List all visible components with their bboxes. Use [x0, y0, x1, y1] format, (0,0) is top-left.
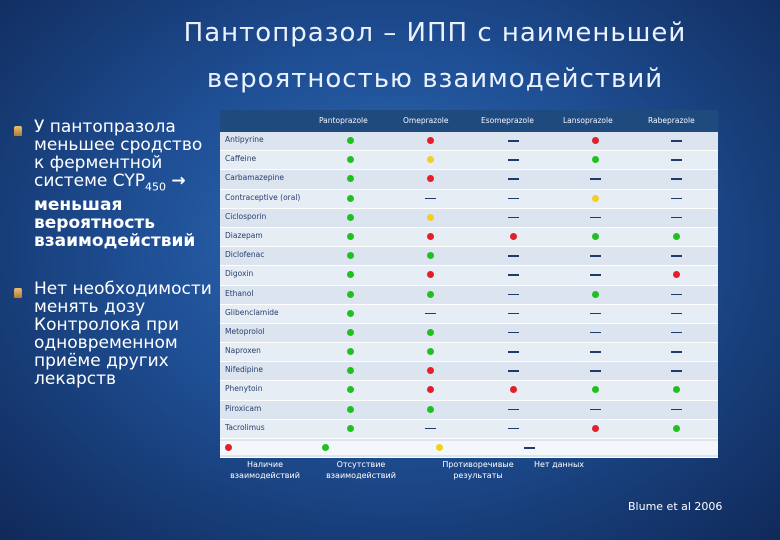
yellow-dot-icon: [592, 195, 599, 202]
cell-omeprazole: [425, 305, 435, 323]
red-dot-icon: [592, 137, 599, 144]
cell-omeprazole: [425, 420, 435, 438]
drug-name: Diazepam: [225, 230, 263, 240]
no-data-dash-icon: [671, 255, 682, 257]
cell-esomeprazole: [508, 401, 518, 419]
no-data-dash-icon: [425, 313, 436, 315]
bullet-2: [14, 280, 214, 388]
no-data-dash-icon: [508, 313, 519, 315]
no-data-dash-icon: [590, 255, 601, 257]
cell-rabeprazole: [671, 420, 681, 438]
no-data-dash-icon: [590, 178, 601, 180]
slide-title: Пантопразол – ИПП с наименьшей вероятностью взаимодействий: [183, 18, 687, 94]
no-data-dash-icon: [671, 370, 682, 372]
cell-omeprazole: [425, 209, 435, 227]
green-dot-icon: [673, 233, 680, 240]
cell-omeprazole: [425, 266, 435, 284]
legend-label-contradictory: Противоречивые результаты: [442, 460, 514, 480]
cell-lansoprazole: [590, 190, 600, 208]
table-row: [220, 401, 718, 420]
cell-esomeprazole: [508, 381, 518, 399]
cell-rabeprazole: [671, 324, 681, 342]
green-dot-icon: [673, 386, 680, 393]
green-dot-icon: [347, 233, 354, 240]
cell-rabeprazole: [671, 132, 681, 150]
cell-omeprazole: [425, 190, 435, 208]
cell-lansoprazole: [590, 305, 600, 323]
bullet-1-text: [34, 118, 214, 250]
cell-omeprazole: [425, 362, 435, 380]
cell-esomeprazole: [508, 286, 518, 304]
cell-esomeprazole: [508, 266, 518, 284]
cell-omeprazole: [425, 324, 435, 342]
drug-name: Tacrolimus: [225, 422, 265, 432]
no-data-dash-icon: [508, 255, 519, 257]
green-dot-icon: [347, 367, 354, 374]
drug-name: Phenytoin: [225, 384, 263, 394]
drug-name: Glibenclamide: [225, 307, 279, 317]
legend-label-interaction: Наличие взаимодействий: [230, 460, 300, 480]
table-row: [220, 324, 718, 343]
citation: Blume et al 2006: [628, 500, 723, 513]
no-data-dash-icon: [508, 409, 519, 411]
no-data-dash-icon: [508, 159, 519, 161]
cell-esomeprazole: [508, 228, 518, 246]
cell-rabeprazole: [671, 228, 681, 246]
green-dot-icon: [347, 156, 354, 163]
cell-omeprazole: [425, 286, 435, 304]
cell-rabeprazole: [671, 381, 681, 399]
green-dot-icon: [427, 348, 434, 355]
drug-name: Diclofenac: [225, 250, 265, 260]
cell-lansoprazole: [590, 209, 600, 227]
cell-rabeprazole: [671, 247, 681, 265]
cell-esomeprazole: [508, 420, 518, 438]
col-header-lansoprazole: Lansoprazole: [563, 116, 613, 125]
cell-esomeprazole: [508, 170, 518, 188]
green-dot-icon: [592, 233, 599, 240]
green-dot-icon: [347, 195, 354, 202]
bullet-1-subscript: 450: [145, 180, 166, 194]
cell-lansoprazole: [590, 170, 600, 188]
cell-omeprazole: [425, 343, 435, 361]
no-data-dash-icon: [425, 198, 436, 200]
legend-red-dot-icon: [225, 444, 232, 451]
green-dot-icon: [347, 406, 354, 413]
green-dot-icon: [592, 291, 599, 298]
green-dot-icon: [592, 386, 599, 393]
green-dot-icon: [347, 329, 354, 336]
cell-pantoprazole: [345, 151, 355, 169]
table-row: [220, 343, 718, 362]
no-data-dash-icon: [590, 332, 601, 334]
drug-name: Contraceptive (oral): [225, 192, 301, 202]
drug-name: Piroxicam: [225, 403, 262, 413]
cell-lansoprazole: [590, 401, 600, 419]
drug-name: Ethanol: [225, 288, 254, 298]
bullet-marker-icon: [14, 126, 22, 136]
drug-name: Ciclosporin: [225, 211, 267, 221]
cell-pantoprazole: [345, 324, 355, 342]
red-dot-icon: [510, 386, 517, 393]
cell-lansoprazole: [590, 343, 600, 361]
cell-lansoprazole: [590, 151, 600, 169]
bullet-1: [14, 118, 214, 250]
table-row: [220, 209, 718, 228]
cell-rabeprazole: [671, 305, 681, 323]
legend-yellow-dot-icon: [436, 444, 443, 451]
cell-rabeprazole: [671, 209, 681, 227]
table-row: [220, 381, 718, 400]
green-dot-icon: [347, 214, 354, 221]
no-data-dash-icon: [671, 159, 682, 161]
cell-rabeprazole: [671, 266, 681, 284]
cell-pantoprazole: [345, 190, 355, 208]
green-dot-icon: [347, 271, 354, 278]
red-dot-icon: [427, 137, 434, 144]
cell-omeprazole: [425, 401, 435, 419]
no-data-dash-icon: [425, 428, 436, 430]
cell-pantoprazole: [345, 247, 355, 265]
table-row: [220, 247, 718, 266]
no-data-dash-icon: [508, 140, 519, 142]
cell-omeprazole: [425, 381, 435, 399]
no-data-dash-icon: [671, 409, 682, 411]
red-dot-icon: [427, 233, 434, 240]
table-row: [220, 420, 718, 439]
no-data-dash-icon: [671, 332, 682, 334]
table-row: [220, 362, 718, 381]
col-header-esomeprazole: Esomeprazole: [481, 116, 534, 125]
green-dot-icon: [347, 386, 354, 393]
cell-omeprazole: [425, 170, 435, 188]
cell-rabeprazole: [671, 190, 681, 208]
cell-esomeprazole: [508, 324, 518, 342]
cell-lansoprazole: [590, 420, 600, 438]
table-row: [220, 266, 718, 285]
cell-pantoprazole: [345, 266, 355, 284]
cell-omeprazole: [425, 132, 435, 150]
green-dot-icon: [427, 329, 434, 336]
table-row: [220, 228, 718, 247]
no-data-dash-icon: [671, 294, 682, 296]
cell-pantoprazole: [345, 401, 355, 419]
cell-pantoprazole: [345, 305, 355, 323]
cell-esomeprazole: [508, 209, 518, 227]
green-dot-icon: [673, 425, 680, 432]
no-data-dash-icon: [508, 428, 519, 430]
cell-lansoprazole: [590, 381, 600, 399]
cell-rabeprazole: [671, 362, 681, 380]
green-dot-icon: [347, 175, 354, 182]
red-dot-icon: [427, 386, 434, 393]
drug-name: Metoprolol: [225, 326, 265, 336]
cell-esomeprazole: [508, 305, 518, 323]
cell-omeprazole: [425, 247, 435, 265]
bullet-list: [14, 118, 214, 418]
no-data-dash-icon: [671, 217, 682, 219]
cell-esomeprazole: [508, 247, 518, 265]
cell-pantoprazole: [345, 170, 355, 188]
cell-lansoprazole: [590, 286, 600, 304]
green-dot-icon: [347, 137, 354, 144]
cell-esomeprazole: [508, 343, 518, 361]
legend-label-no-interaction: Отсутствие взаимодействий: [326, 460, 396, 480]
table-row: [220, 151, 718, 170]
cell-rabeprazole: [671, 151, 681, 169]
table-row: [220, 132, 718, 151]
green-dot-icon: [347, 425, 354, 432]
cell-esomeprazole: [508, 190, 518, 208]
interaction-table: [220, 110, 718, 455]
no-data-dash-icon: [671, 178, 682, 180]
no-data-dash-icon: [508, 274, 519, 276]
cell-rabeprazole: [671, 170, 681, 188]
table-body: [220, 132, 718, 458]
drug-name: Digoxin: [225, 269, 254, 279]
drug-name: Caffeine: [225, 154, 257, 164]
cell-lansoprazole: [590, 228, 600, 246]
no-data-dash-icon: [590, 217, 601, 219]
legend-symbols: [220, 441, 718, 455]
green-dot-icon: [347, 252, 354, 259]
drug-name: Antipyrine: [225, 135, 264, 144]
cell-pantoprazole: [345, 132, 355, 150]
red-dot-icon: [673, 271, 680, 278]
cell-rabeprazole: [671, 343, 681, 361]
no-data-dash-icon: [508, 351, 519, 353]
legend-green-dot-icon: [322, 444, 329, 451]
green-dot-icon: [592, 156, 599, 163]
cell-lansoprazole: [590, 132, 600, 150]
table-row: [220, 286, 718, 305]
green-dot-icon: [347, 291, 354, 298]
cell-omeprazole: [425, 151, 435, 169]
cell-pantoprazole: [345, 420, 355, 438]
green-dot-icon: [347, 348, 354, 355]
no-data-dash-icon: [671, 351, 682, 353]
table-row: [220, 170, 718, 189]
drug-name: Nifedipine: [225, 365, 264, 375]
cell-esomeprazole: [508, 132, 518, 150]
col-header-omeprazole: Omeprazole: [403, 116, 449, 125]
red-dot-icon: [427, 271, 434, 278]
cell-pantoprazole: [345, 286, 355, 304]
no-data-dash-icon: [671, 198, 682, 200]
no-data-dash-icon: [590, 370, 601, 372]
cell-lansoprazole: [590, 362, 600, 380]
table-row: [220, 190, 718, 209]
bullet-marker-icon: [14, 288, 22, 298]
col-header-pantoprazole: Pantoprazole: [319, 116, 368, 125]
no-data-dash-icon: [590, 409, 601, 411]
red-dot-icon: [592, 425, 599, 432]
green-dot-icon: [347, 310, 354, 317]
cell-rabeprazole: [671, 286, 681, 304]
no-data-dash-icon: [508, 294, 519, 296]
yellow-dot-icon: [427, 214, 434, 221]
green-dot-icon: [427, 291, 434, 298]
cell-pantoprazole: [345, 343, 355, 361]
no-data-dash-icon: [508, 178, 519, 180]
no-data-dash-icon: [590, 274, 601, 276]
cell-esomeprazole: [508, 151, 518, 169]
legend-label-no-data: Нет данных: [533, 460, 585, 469]
cell-lansoprazole: [590, 247, 600, 265]
cell-rabeprazole: [671, 401, 681, 419]
table-header: [220, 110, 718, 132]
cell-pantoprazole: [345, 362, 355, 380]
cell-pantoprazole: [345, 228, 355, 246]
table-row: [220, 305, 718, 324]
cell-lansoprazole: [590, 266, 600, 284]
no-data-dash-icon: [590, 351, 601, 353]
bullet-1-normal: У пантопразола меньшее сродство к ферментной системе CYP: [34, 117, 203, 191]
bullet-1-bold: → меньшая вероятность взаимодействий: [34, 171, 196, 252]
no-data-dash-icon: [508, 198, 519, 200]
no-data-dash-icon: [590, 313, 601, 315]
no-data-dash-icon: [508, 217, 519, 219]
cell-omeprazole: [425, 228, 435, 246]
cell-pantoprazole: [345, 381, 355, 399]
no-data-dash-icon: [508, 370, 519, 372]
red-dot-icon: [427, 175, 434, 182]
cell-lansoprazole: [590, 324, 600, 342]
red-dot-icon: [427, 367, 434, 374]
drug-name: Naproxen: [225, 346, 261, 356]
no-data-dash-icon: [671, 313, 682, 315]
yellow-dot-icon: [427, 156, 434, 163]
legend-dash-icon: [524, 447, 535, 449]
green-dot-icon: [427, 406, 434, 413]
cell-esomeprazole: [508, 362, 518, 380]
cell-pantoprazole: [345, 209, 355, 227]
green-dot-icon: [427, 252, 434, 259]
col-header-rabeprazole: Rabeprazole: [648, 116, 695, 125]
no-data-dash-icon: [508, 332, 519, 334]
bullet-2-text: Нет необходимости менять дозу Контролока при одновременном приёме других лекарств: [34, 279, 212, 390]
drug-name: Carbamazepine: [225, 173, 284, 183]
red-dot-icon: [510, 233, 517, 240]
no-data-dash-icon: [671, 140, 682, 142]
